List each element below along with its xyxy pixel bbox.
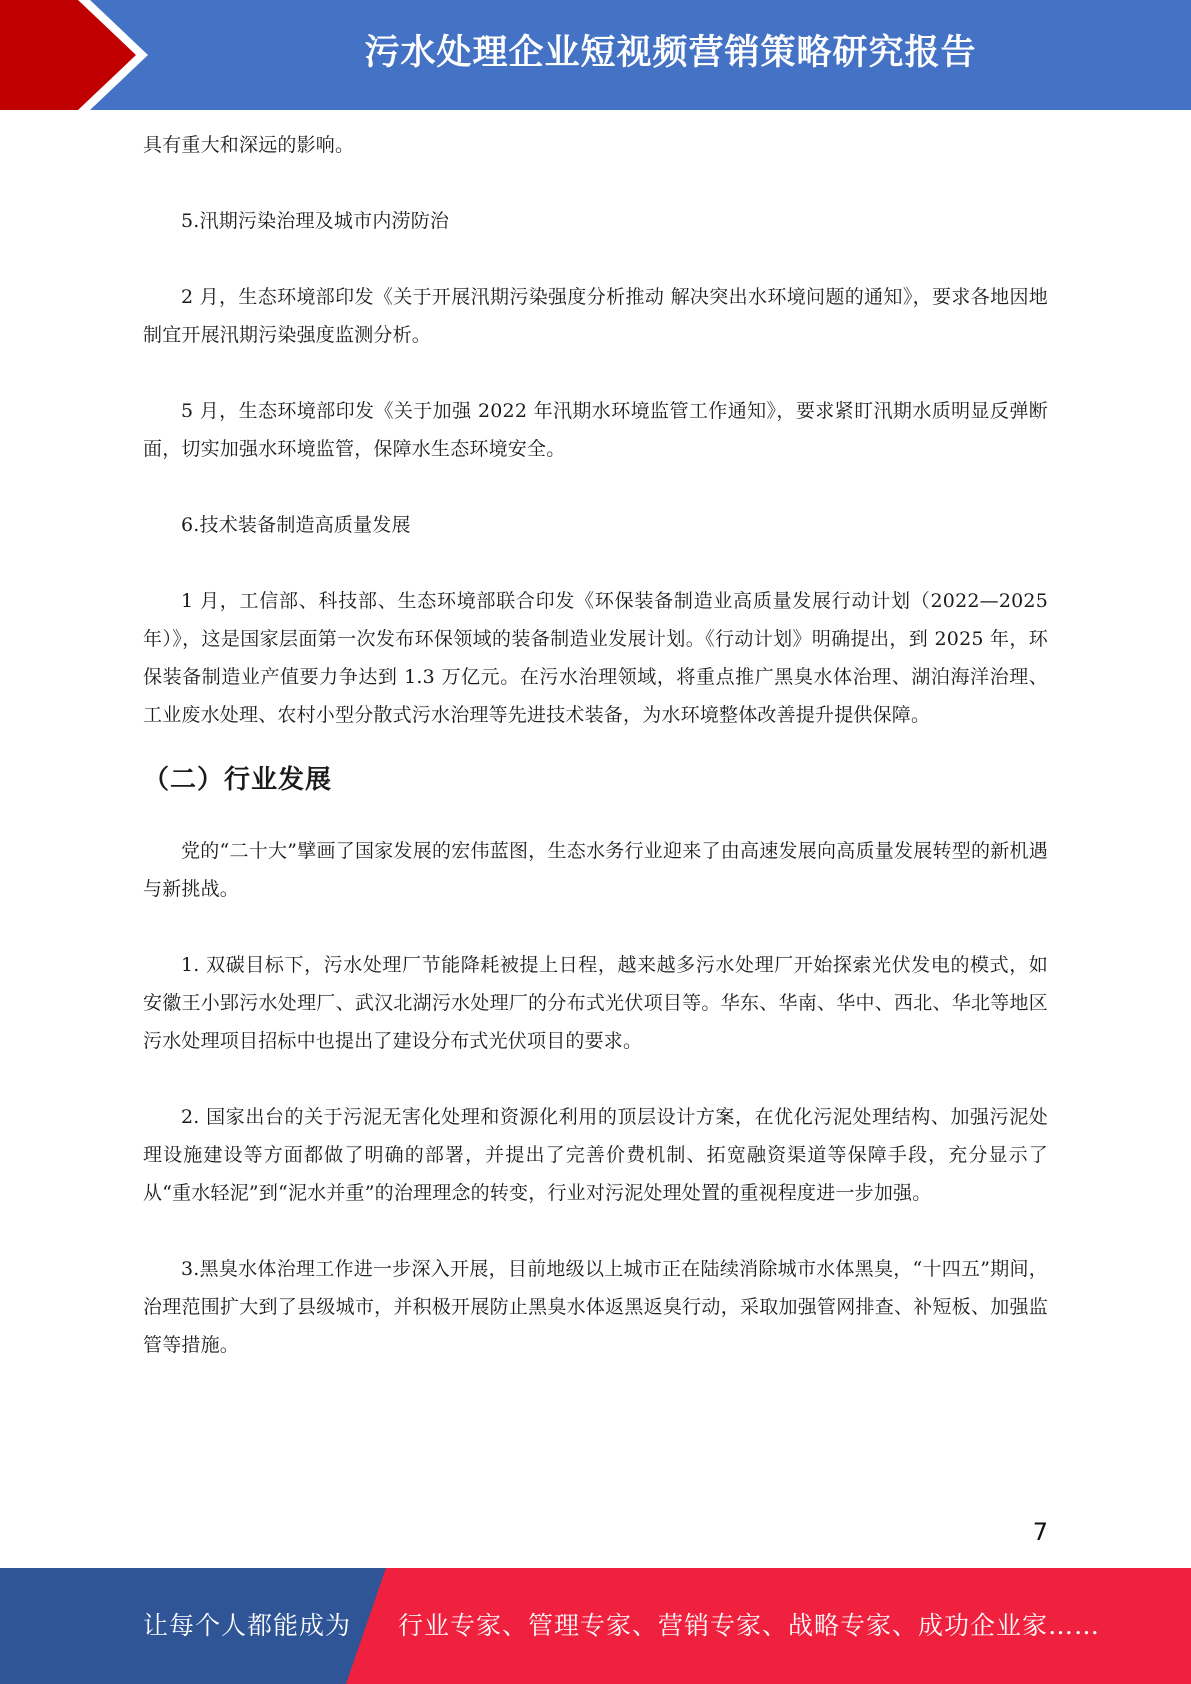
paragraph-flood-notice-may: 5 月，生态环境部印发《关于加强 2022 年汛期水环境监管工作通知》，要求紧盯汛期水质明显反弹断面，切实加强水环境监管，保障水生态环境安全。 (143, 400, 1048, 460)
subsection-title-flood-pollution: 5.汛期污染治理及城市内涝防治 (181, 210, 450, 232)
subsection-title-equipment: 6.技术装备制造高质量发展 (181, 514, 411, 536)
footer-slogan-left: 让每个人都能成为 (143, 1611, 352, 1640)
header-chevron-decoration (0, 0, 160, 110)
paragraph-action-plan: 1 月，工信部、科技部、生态环境部联合印发《环保装备制造业高质量发展行动计划（2022—2025 年）》，这是国家层面第一次发布环保领域的装备制造业发展计划。《行动计划》明确提出，到 2025 年，环保装备制造业产值要力争达到 1.3 万亿元。在污水治理领域，将重点推广黑臭水体治理、湖泊海洋治理、工业废水处理、农村小型分散式污水治理等先进技术装备，为水环境整体改善提升提供保障。 (143, 590, 1048, 726)
paragraph-black-odorous-water: 3.黑臭水体治理工作进一步深入开展，目前地级以上城市正在陆续消除城市水体黑臭，“十四五”期间，治理范围扩大到了县级城市，并积极开展防止黑臭水体返黑返臭行动，采取加强管网排查、补短板、加强监管等措施。 (143, 1258, 1048, 1356)
page-header-banner (0, 0, 1191, 110)
paragraph-dual-carbon: 1. 双碳目标下，污水处理厂节能降耗被提上日程，越来越多污水处理厂开始探索光伏发电的模式，如安徽王小郢污水处理厂、武汉北湖污水处理厂的分布式光伏项目等。华东、华南、华中、西北、华北等地区污水处理项目招标中也提出了建设分布式光伏项目的要求。 (143, 954, 1048, 1052)
document-body (143, 126, 1048, 1364)
page-number: 7 (1032, 1518, 1048, 1546)
paragraph-flood-notice-feb: 2 月，生态环境部印发《关于开展汛期污染强度分析推动 解决突出水环境问题的通知》，要求各地因地制宜开展汛期污染强度监测分析。 (143, 286, 1048, 346)
paragraph-continuation: 具有重大和深远的影响。 (143, 134, 355, 156)
document-title: 污水处理企业短视频营销策略研究报告 (364, 33, 977, 73)
section-heading-industry-development: （二）行业发展 (143, 765, 333, 795)
footer-slogan-right: 行业专家、管理专家、营销专家、战略专家、成功企业家…… (398, 1611, 1101, 1640)
paragraph-sludge-treatment: 2. 国家出台的关于污泥无害化处理和资源化利用的顶层设计方案，在优化污泥处理结构、加强污泥处理设施建设等方面都做了明确的部署，并提出了完善价费机制、拓宽融资渠道等保障手段，充分显示了从“重水轻泥”到“泥水并重”的治理理念的转变，行业对污泥处理处置的重视程度进一步加强。 (143, 1106, 1048, 1204)
paragraph-twentieth-congress: 党的“二十大”擘画了国家发展的宏伟蓝图，生态水务行业迎来了由高速发展向高质量发展转型的新机遇与新挑战。 (143, 840, 1048, 900)
page-footer-banner (0, 1568, 1191, 1684)
